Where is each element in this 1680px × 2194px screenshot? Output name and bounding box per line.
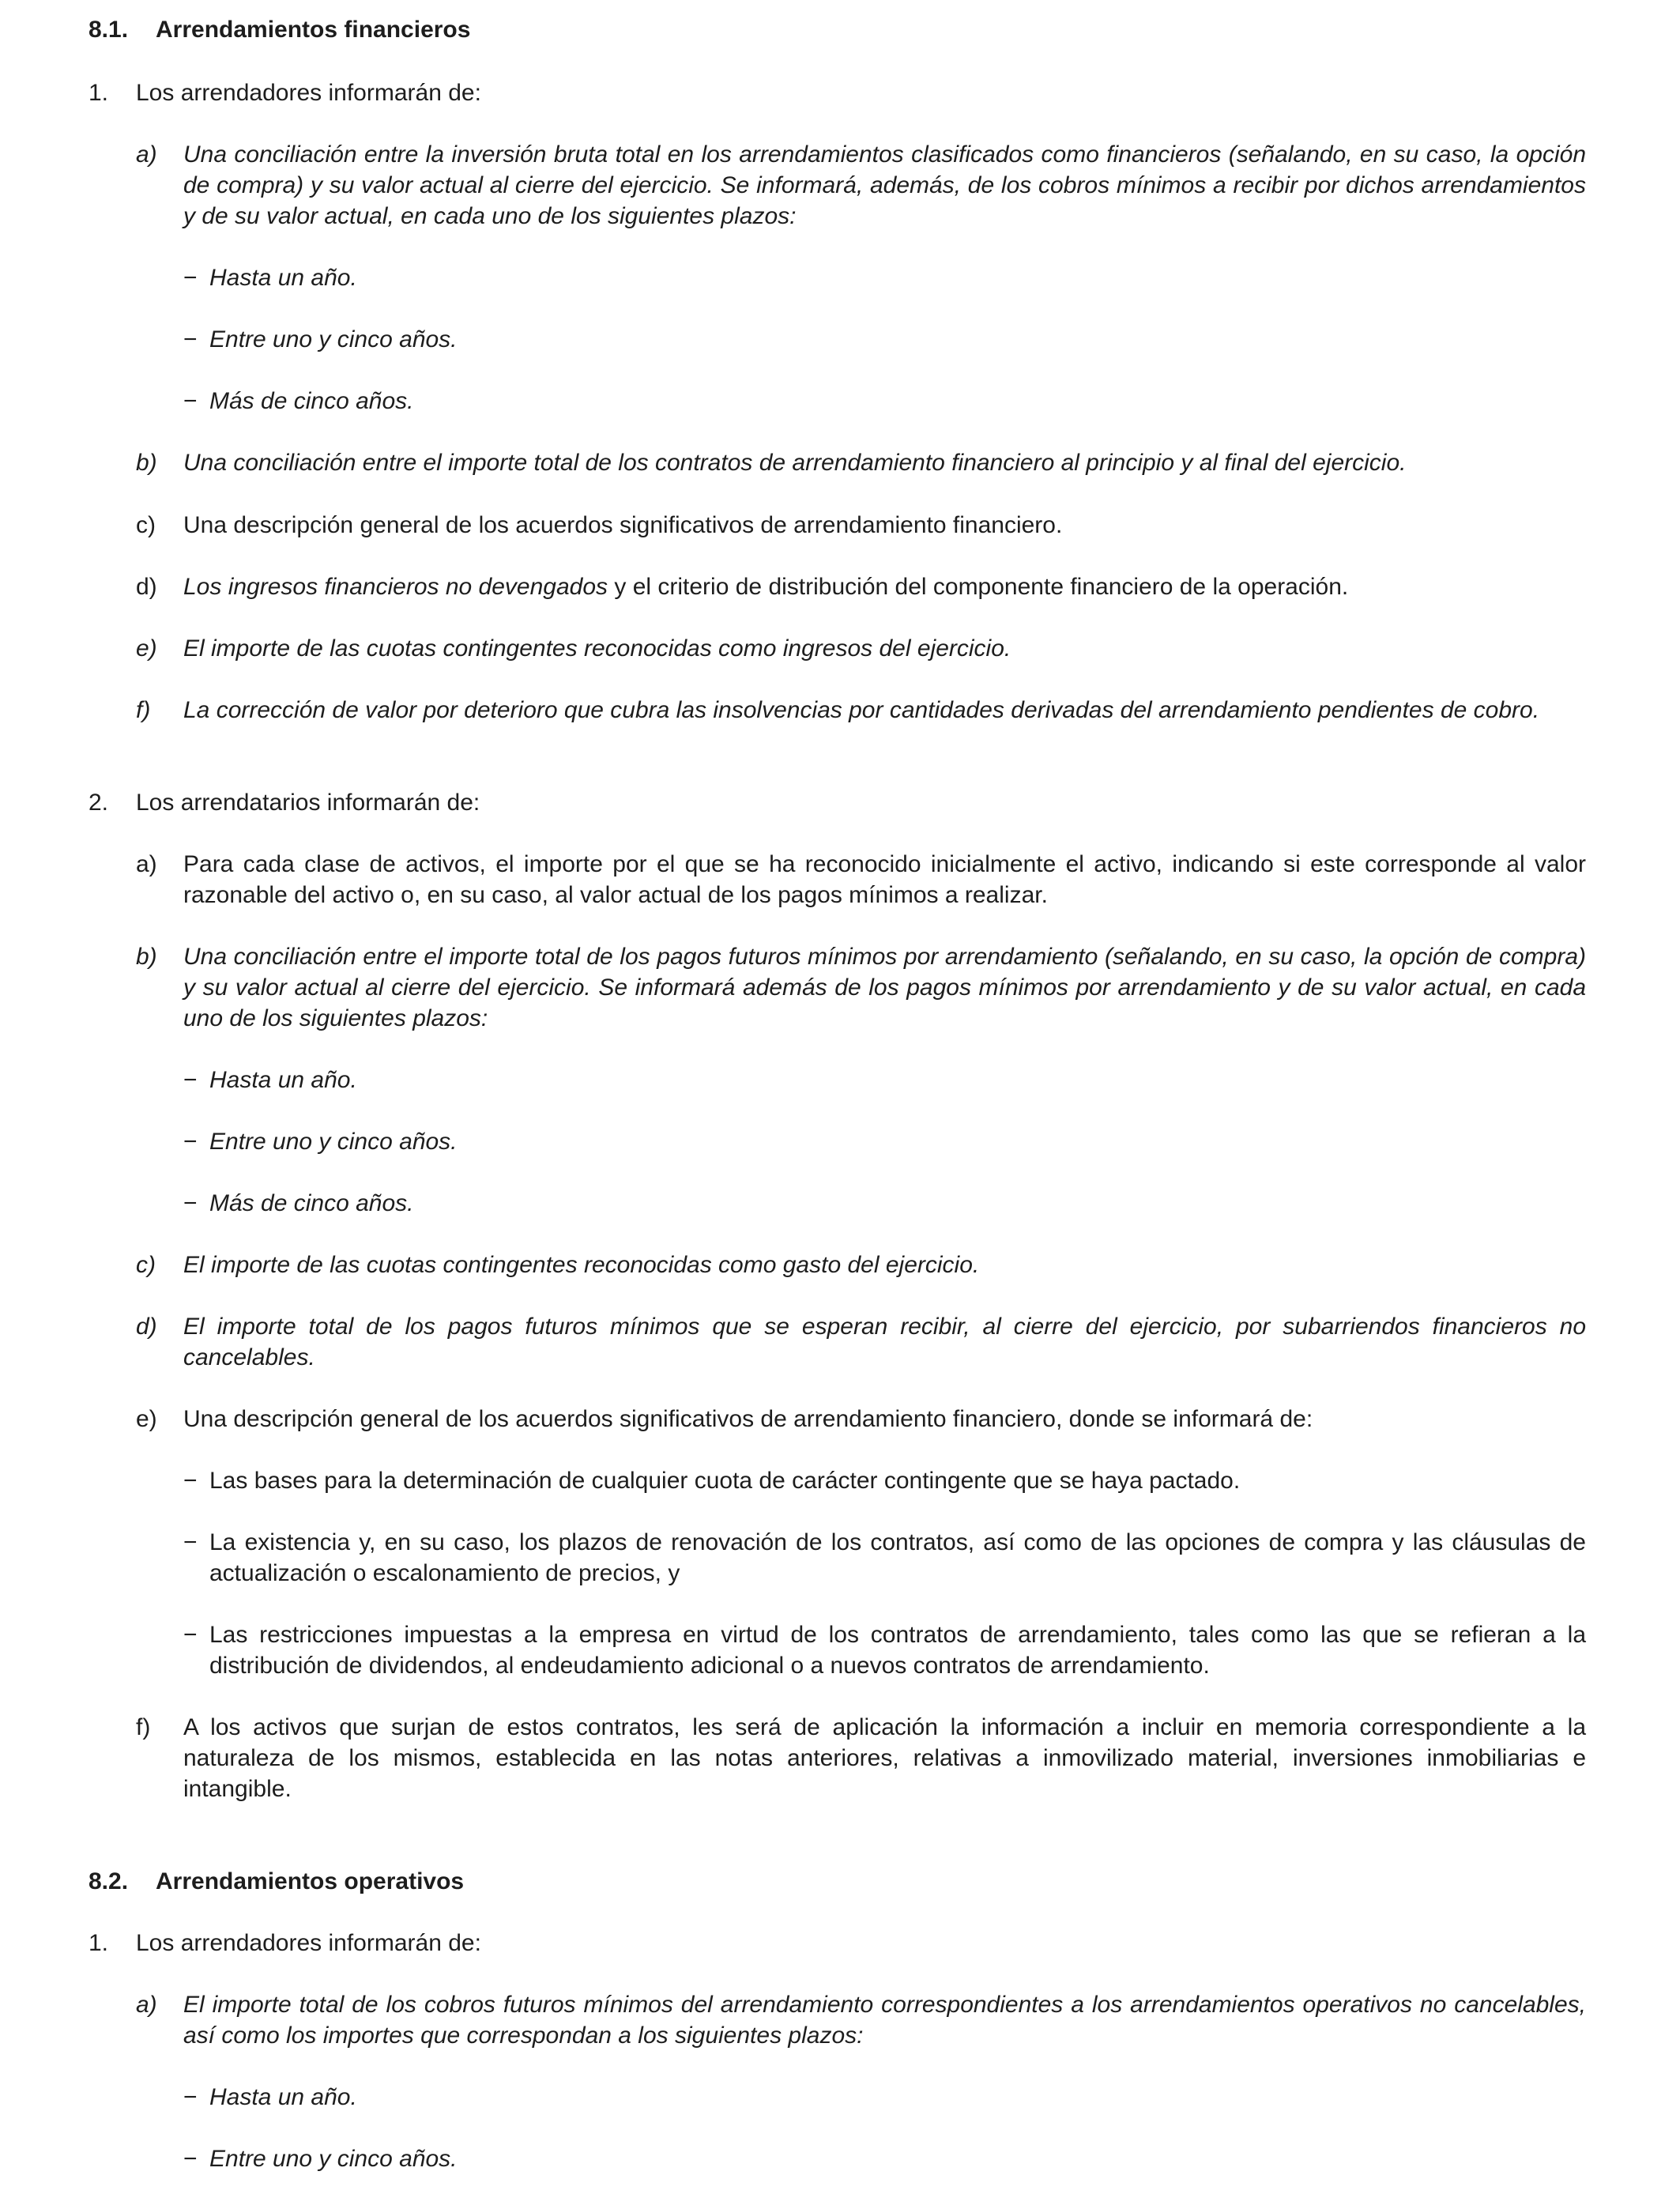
item-text: A los activos que surjan de estos contratos, les será de aplicación la información a incluir en memoria correspondiente a la naturaleza de los mismos, establecida en las notas anteriores, relativas a inmovilizado material, inversiones inmobiliarias e intangible. (183, 1714, 1586, 1802)
item-2b (136, 941, 1586, 1034)
item-text: Las restricciones impuestas a la empresa en virtud de los contratos de arrendamiento, tales como las que se refieran a la distribución de dividendos, al endeudamiento adicional o a nuevos contratos de arrendamiento. (209, 1622, 1586, 1679)
item-1c (136, 510, 1586, 541)
item-text: Para cada clase de activos, el importe por el que se ha reconocido inicialmente el activo, indicando si este corresponde al valor razonable del activo o, en su caso, al valor actual de los pagos mínimos a realizar. (183, 851, 1586, 908)
item-2b-term-3 (183, 1188, 1586, 1219)
item-letter: c) (136, 1252, 156, 1278)
item-1a-operating-term-1 (183, 2082, 1586, 2113)
item-text: Una conciliación entre el importe total de los contratos de arrendamiento financiero al principio y al final del ejercicio. (183, 450, 1407, 476)
item-text: El importe de las cuotas contingentes reconocidas como ingresos del ejercicio. (183, 635, 1011, 662)
item-text: El importe total de los pagos futuros mínimos que se esperan recibir, al cierre del ejercicio, por subarriendos financieros no cancelables. (183, 1314, 1586, 1370)
item-letter: a) (136, 851, 157, 877)
dash-marker: − (183, 1129, 198, 1155)
item-text: Los arrendadores informarán de: (136, 1930, 481, 1956)
item-number: 1. (89, 1930, 109, 1956)
item-1-lessors (89, 77, 481, 108)
item-text: El importe de las cuotas contingentes reconocidas como gasto del ejercicio. (183, 1252, 980, 1278)
item-text: Más de cinco años. (209, 1190, 414, 1216)
item-letter: d) (136, 574, 157, 600)
item-letter: a) (136, 141, 157, 168)
item-2e-detail-2 (183, 1527, 1586, 1589)
item-1a-operating (136, 1989, 1586, 2051)
item-text: Entre uno y cinco años. (209, 2146, 458, 2172)
dash-marker: − (183, 1190, 198, 1216)
item-text: El importe total de los cobros futuros mínimos del arrendamiento correspondientes a los arrendamientos operativos no cancelables, así como los importes que correspondan a los siguientes plazos: (183, 1992, 1586, 2049)
item-text: Una conciliación entre la inversión bruta total en los arrendamientos clasificados como financieros (señalando, en su caso, la opción de compra) y su valor actual al cierre del ejercicio. Se informará, además, de los cobros mínimos a recibir por dichos arrendamientos y de su valor actual, en cada uno de los siguientes plazos: (183, 141, 1586, 229)
item-text-italic: Los ingresos financieros no devengados (183, 574, 608, 600)
section-title: Arrendamientos financieros (156, 17, 471, 43)
item-letter: e) (136, 1406, 157, 1432)
item-letter: a) (136, 1992, 157, 2018)
dash-marker: − (183, 1529, 198, 1555)
item-text: Entre uno y cinco años. (209, 326, 458, 352)
item-1a-term-2 (183, 324, 1586, 355)
item-letter: b) (136, 944, 157, 970)
item-2b-term-2 (183, 1126, 1586, 1157)
item-1b (136, 447, 1586, 478)
dash-marker: − (183, 1622, 198, 1648)
dash-marker: − (183, 2146, 198, 2172)
section-title: Arrendamientos operativos (156, 1868, 465, 1894)
item-text: Más de cinco años. (209, 388, 414, 414)
item-text: Entre uno y cinco años. (209, 1129, 458, 1155)
item-2e-detail-3 (183, 1619, 1586, 1681)
item-text: Una descripción general de los acuerdos significativos de arrendamiento financiero, donde se informará de: (183, 1406, 1313, 1432)
item-1e (136, 633, 1586, 664)
section-heading-8-2 (89, 1866, 464, 1897)
item-2e (136, 1404, 1586, 1434)
item-2b-term-1 (183, 1065, 1586, 1095)
item-text: Hasta un año. (209, 2084, 357, 2110)
item-text: Los arrendatarios informarán de: (136, 790, 480, 816)
item-text: La existencia y, en su caso, los plazos de renovación de los contratos, así como de las opciones de compra y las cláusulas de actualización o escalonamiento de precios, y (209, 1529, 1586, 1586)
dash-marker: − (183, 326, 198, 352)
item-number: 2. (89, 790, 109, 816)
item-1a-operating-term-2 (183, 2143, 1586, 2174)
item-1f (136, 695, 1586, 726)
item-1a-term-1 (183, 262, 1586, 293)
dash-marker: − (183, 2084, 198, 2110)
section-number: 8.1. (89, 17, 129, 43)
dash-marker: − (183, 388, 198, 414)
item-letter: b) (136, 450, 157, 476)
item-letter: d) (136, 1314, 157, 1340)
item-1a (136, 139, 1586, 232)
item-2a (136, 849, 1586, 910)
item-2e-detail-1 (183, 1465, 1586, 1496)
item-letter: f) (136, 1714, 151, 1740)
item-1-operating-lessors (89, 1928, 481, 1958)
item-text: Las bases para la determinación de cualquier cuota de carácter contingente que se haya pactado. (209, 1468, 1241, 1494)
item-letter: c) (136, 512, 156, 538)
dash-marker: − (183, 1468, 198, 1494)
item-2d (136, 1311, 1586, 1373)
item-2-lessees (89, 787, 480, 818)
item-text: Hasta un año. (209, 265, 357, 291)
item-letter: e) (136, 635, 157, 662)
item-letter: f) (136, 697, 151, 723)
item-text: y el criterio de distribución del componente financiero de la operación. (608, 574, 1349, 600)
section-heading-8-1 (89, 14, 470, 45)
item-1a-term-3 (183, 386, 1586, 417)
item-number: 1. (89, 80, 109, 106)
item-2f (136, 1712, 1586, 1804)
item-text: Hasta un año. (209, 1067, 357, 1093)
item-text: Los arrendadores informarán de: (136, 80, 481, 106)
item-text: Una conciliación entre el importe total de los pagos futuros mínimos por arrendamiento (señalando, en su caso, la opción de compra) y su valor actual al cierre del ejercicio. Se informará además de los pagos mínimos por arrendamiento y de su valor actual, en cada uno de los siguientes plazos: (183, 944, 1586, 1031)
section-number: 8.2. (89, 1868, 129, 1894)
item-text: La corrección de valor por deterioro que cubra las insolvencias por cantidades derivadas del arrendamiento pendientes de cobro. (183, 697, 1540, 723)
dash-marker: − (183, 1067, 198, 1093)
item-text: Una descripción general de los acuerdos significativos de arrendamiento financiero. (183, 512, 1063, 538)
dash-marker: − (183, 265, 198, 291)
item-2c (136, 1250, 1586, 1280)
item-1d (136, 571, 1586, 602)
